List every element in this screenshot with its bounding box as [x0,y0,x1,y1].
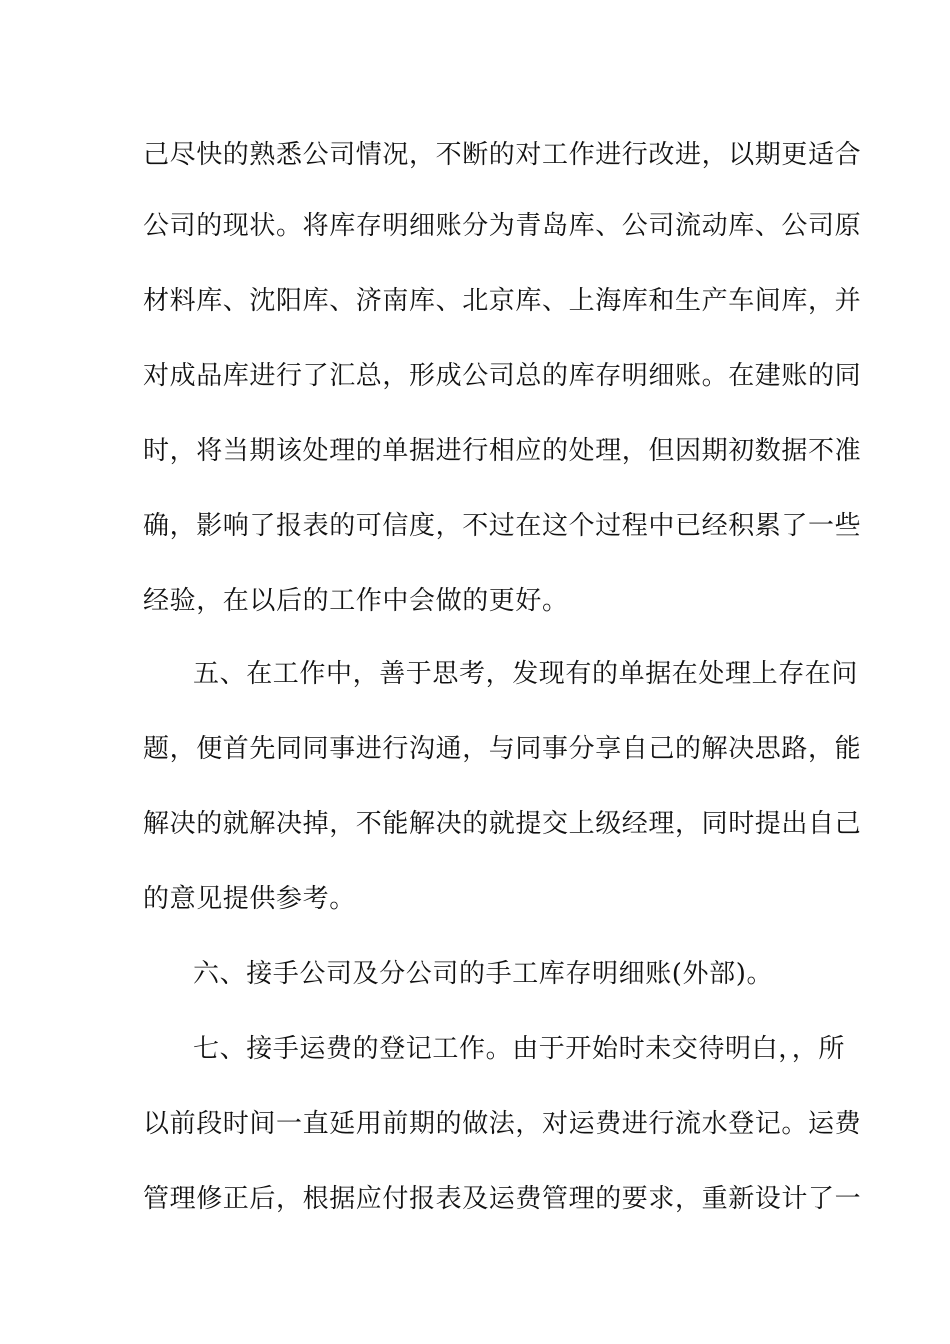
text-line: 己尽快的熟悉公司情况，不断的对工作进行改进，以期更适合 [143,140,862,170]
text-line: 对成品库进行了汇总，形成公司总的库存明细账。在建账的同 [143,361,862,391]
text-line: 公司的现状。将库存明细账分为青岛库、公司流动库、公司原 [143,211,862,241]
text-line: 解决的就解决掉，不能解决的就提交上级经理，同时提出自己 [143,809,862,839]
text-line: 时，将当期该处理的单据进行相应的处理，但因期初数据不准 [143,436,862,466]
text-line: 材料库、沈阳库、济南库、北京库、上海库和生产车间库，并 [143,286,862,316]
text-line: 确，影响了报表的可信度，不过在这个过程中已经积累了一些 [143,511,862,541]
text-line: 经验，在以后的工作中会做的更好。 [143,586,569,616]
text-line: 以前段时间一直延用前期的做法，对运费进行流水登记。运费 [143,1109,862,1139]
text-line: 管理修正后，根据应付报表及运费管理的要求，重新设计了一 [143,1184,862,1214]
paragraph-start-line: 六、接手公司及分公司的手工库存明细账(外部)。 [193,959,774,989]
text-line: 的意见提供参考。 [143,884,356,914]
paragraph-start-line: 七、接手运费的登记工作。由于开始时未交待明白，，所 [193,1034,846,1064]
paragraph-start-line: 五、在工作中，善于思考，发现有的单据在处理上存在问 [193,659,859,689]
text-line: 题，便首先同同事进行沟通，与同事分享自己的解决思路，能 [143,734,862,764]
